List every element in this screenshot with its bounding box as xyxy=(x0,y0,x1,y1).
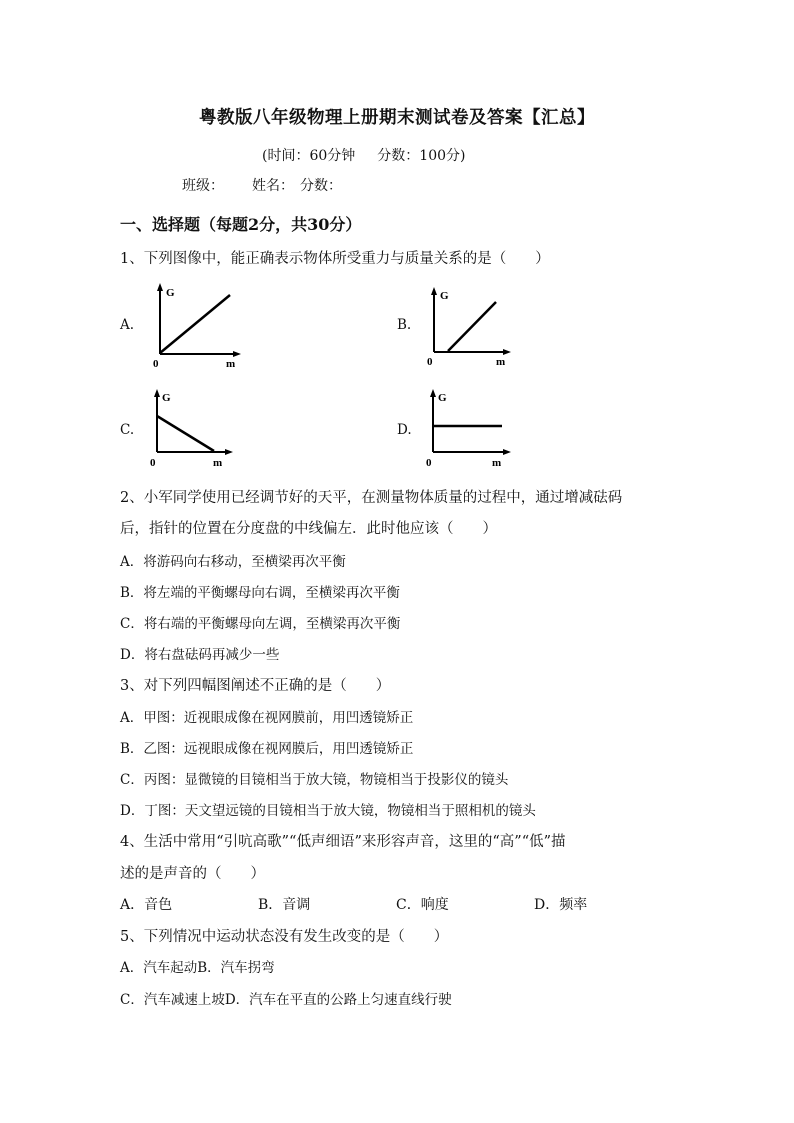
q1-graph-d xyxy=(422,386,522,472)
q1-option-a-label: A. xyxy=(120,317,135,333)
name-label: 姓名： xyxy=(252,178,294,194)
q1-option-b-label: B. xyxy=(397,317,412,333)
q1-c-xlabel: m xyxy=(213,457,223,469)
q4-option-a: A．音色 xyxy=(120,897,173,913)
q1-a-xlabel: m xyxy=(226,358,236,370)
q2-option-d: D．将右盘砝码再减少一些 xyxy=(120,647,280,663)
q1-b-xlabel: m xyxy=(496,356,506,368)
q1-a-ylabel: G xyxy=(166,287,175,299)
question-3-stem: 3、对下列四幅图阐述不正确的是（ ） xyxy=(120,678,391,694)
q1-graph-c xyxy=(148,386,248,472)
question-4-stem-line2: 述的是声音的（ ） xyxy=(120,866,265,882)
question-4-stem-line1: 4、生活中常用“引吭高歌”“低声细语”来形容声音，这里的“高”“低”描 xyxy=(120,834,566,850)
q1-b-ylabel: G xyxy=(440,290,449,302)
q1-a-origin: 0 xyxy=(153,358,159,370)
question-1-stem: 1、下列图像中，能正确表示物体所受重力与质量关系的是（ ） xyxy=(120,251,550,267)
class-label: 班级： xyxy=(182,178,224,194)
q3-option-c: C．丙图：显微镜的目镜相当于放大镜，物镜相当于投影仪的镜头 xyxy=(120,772,509,788)
q1-option-d-label: D. xyxy=(397,422,412,438)
question-2-stem-line1: 2、小军同学使用已经调节好的天平，在测量物体质量的过程中，通过增减砝码 xyxy=(120,490,623,506)
q4-option-d: D．频率 xyxy=(534,897,588,913)
q1-b-origin: 0 xyxy=(427,356,433,368)
q3-option-a: A．甲图：近视眼成像在视网膜前，用凹透镜矫正 xyxy=(120,710,414,726)
q1-c-ylabel: G xyxy=(162,392,171,404)
q2-option-c: C．将右端的平衡螺母向左调，至横梁再次平衡 xyxy=(120,616,401,632)
q3-option-d: D．丁图：天文望远镜的目镜相当于放大镜，物镜相当于照相机的镜头 xyxy=(120,803,536,819)
q1-graph-a xyxy=(148,280,248,372)
score-label: 分数： xyxy=(300,178,342,194)
q3-option-b: B．乙图：远视眼成像在视网膜后，用凹透镜矫正 xyxy=(120,741,414,757)
q1-d-ylabel: G xyxy=(438,392,447,404)
q5-options-cd: C．汽车减速上坡D．汽车在平直的公路上匀速直线行驶 xyxy=(120,992,452,1008)
q1-graph-b xyxy=(424,284,524,372)
page-title: 粤教版八年级物理上册期末测试卷及答案【汇总】 xyxy=(199,108,595,128)
q4-option-c: C．响度 xyxy=(396,897,449,913)
q1-c-origin: 0 xyxy=(150,457,156,469)
question-2-stem-line2: 后，指针的位置在分度盘的中线偏左．此时他应该（ ） xyxy=(120,521,497,537)
time-info: (时间：60分钟 xyxy=(262,148,356,164)
q2-option-a: A．将游码向右移动，至横梁再次平衡 xyxy=(120,554,346,570)
student-info-line xyxy=(182,175,342,195)
q1-d-xlabel: m xyxy=(492,457,502,469)
q1-option-c-label: C. xyxy=(120,422,135,438)
exam-meta xyxy=(262,145,465,165)
q2-option-b: B．将左端的平衡螺母向右调，至横梁再次平衡 xyxy=(120,585,400,601)
q4-option-b: B．音调 xyxy=(258,897,311,913)
q1-d-origin: 0 xyxy=(426,457,432,469)
section-heading: 一、选择题（每题2分，共30分） xyxy=(120,215,362,234)
question-5-stem: 5、下列情况中运动状态没有发生改变的是（ ） xyxy=(120,929,449,945)
score-info: 分数：100分) xyxy=(377,148,466,164)
q5-options-ab: A．汽车起动B．汽车拐弯 xyxy=(120,960,275,976)
